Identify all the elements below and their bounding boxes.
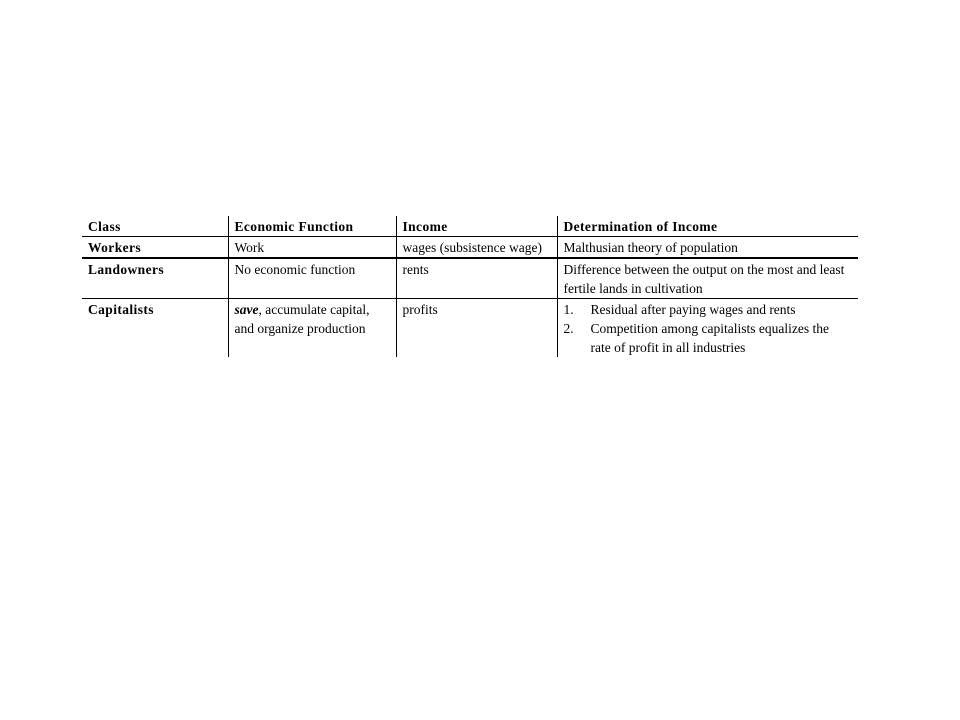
cell-class-capitalists: Capitalists [88, 302, 154, 317]
cell-determination-capitalists [557, 299, 858, 358]
classes-income-table-container [82, 216, 858, 357]
cell-function-landowners: No economic function [228, 258, 396, 299]
cell-income-landowners: rents [396, 258, 557, 299]
header-determination-of-income: Determination of Income [557, 216, 858, 237]
cell-determination-workers: Malthusian theory of population [557, 237, 858, 259]
list-item-number: 1. [563, 302, 574, 317]
cell-income-capitalists: profits [396, 299, 557, 358]
header-income: Income [396, 216, 557, 237]
cell-function-capitalists [228, 299, 396, 358]
list-item-number: 2. [563, 321, 574, 336]
table-header-row [82, 216, 858, 237]
header-economic-function: Economic Function [228, 216, 396, 237]
classes-income-table [82, 216, 858, 357]
list-item-text: Competition among capitalists equalizes the rate of profit in all industries [590, 321, 829, 355]
list-item [564, 319, 853, 357]
cell-class-landowners: Landowners [82, 258, 228, 299]
cell-determination-landowners: Difference between the output on the most and least fertile lands in cultivation [557, 258, 858, 299]
function-rest-text: , accumulate capital, and organize production [234, 302, 370, 336]
function-emphasis-save: save [234, 302, 259, 317]
cell-income-workers: wages (subsistence wage) [396, 237, 557, 259]
table-row-landowners [82, 258, 858, 299]
table-row-capitalists [82, 299, 858, 358]
header-class: Class [82, 216, 228, 237]
determination-list [564, 300, 853, 357]
list-item-text: Residual after paying wages and rents [590, 302, 796, 317]
table-row-workers [82, 237, 858, 259]
list-item [564, 300, 853, 319]
cell-function-workers: Work [228, 237, 396, 259]
cell-class-workers: Workers [82, 237, 228, 259]
